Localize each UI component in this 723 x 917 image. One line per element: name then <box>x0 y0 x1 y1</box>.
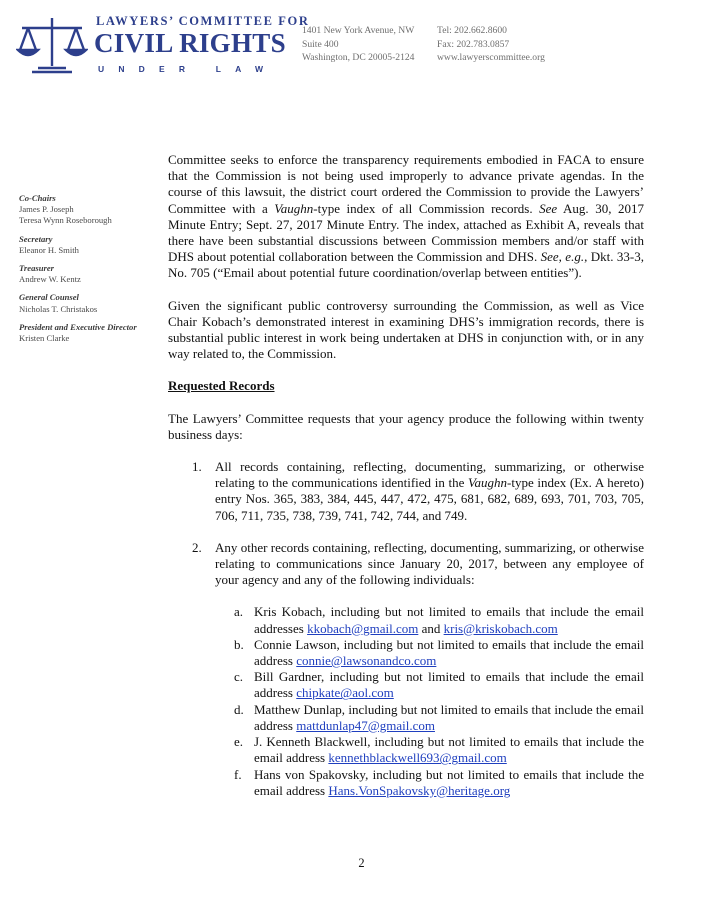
page-number: 2 <box>358 856 365 870</box>
email-link[interactable]: kkobach@gmail.com <box>307 620 419 636</box>
officer-group <box>19 263 149 285</box>
officer-title: Treasurer <box>19 263 55 274</box>
list-item-text: J. Kenneth Blackwell, including but not limited to emails that include the email address <box>254 734 644 766</box>
officer-group <box>19 193 149 227</box>
list-item-text: All records containing, reflecting, documenting, summarizing, or otherwise relating to the communications identified in the Vaughn-type index (Ex. A hereto) entry Nos. 365, 383, 384, 445, 447, 472, 475, 681, 682, 689, 693, 701, 703, 705, 706, 711, 735, 738, 739, 741, 742, 744, and 749. <box>215 459 645 523</box>
list-item-letter: e. <box>234 734 244 750</box>
officer-group <box>19 322 149 344</box>
list-item-text: Kris Kobach, including but not limited to emails that include the email addresses <box>254 604 644 636</box>
officer-group <box>19 234 149 256</box>
email-link[interactable]: connie@lawsonandco.com <box>296 653 437 669</box>
request-list <box>168 459 644 588</box>
officer-name: Nicholas T. Christakos <box>19 303 98 314</box>
org-contact <box>437 24 545 65</box>
list-item-text: Matthew Dunlap, including but not limited to emails that include the email address <box>254 701 644 733</box>
list-item-text: Bill Gardner, including but not limited to emails that include the email address <box>254 669 644 701</box>
org-address <box>302 24 414 65</box>
contact-phone: Tel: 202.662.8600 <box>437 25 507 36</box>
list-item <box>168 767 644 799</box>
address-line: Suite 400 <box>302 38 339 50</box>
org-name-line3: UNDER LAW <box>98 64 278 74</box>
list-item <box>168 540 644 589</box>
contact-website[interactable]: www.lawyerscommittee.org <box>437 52 545 63</box>
org-name-line1: LAWYERS’ COMMITTEE FOR <box>96 14 310 28</box>
section-heading: Requested Records <box>168 378 275 394</box>
paragraph-request: The Lawyers’ Committee requests that your agency produce the following within twenty business days: <box>168 410 644 442</box>
email-link[interactable]: kris@kriskobach.com <box>443 620 558 636</box>
officer-group <box>19 292 149 314</box>
list-item-number: 2. <box>192 539 202 555</box>
list-item-letter: a. <box>234 604 244 620</box>
list-item <box>168 702 644 734</box>
officer-title: Co-Chairs <box>19 193 56 203</box>
scales-of-justice-icon <box>16 16 88 74</box>
list-item-letter: f. <box>234 766 242 782</box>
list-item-letter: c. <box>234 669 244 685</box>
officer-title: President and Executive Director <box>19 321 137 332</box>
officer-name: James P. Joseph <box>19 204 74 215</box>
paragraph-faca: Committee seeks to enforce the transparency requirements embodied in FACA to ensure that the Commission is not being used improperly to advance private agendas. In the course of this lawsuit, the district court ordered the Commission to provide the Lawyers’ Committee with a Vaughn-type index of all Commission records. See Aug. 30, 2017 Minute Entry; Sept. 27, 2017 Minute Entry. The index, attached as Exhibit A, reveals that there have been substantial discussions between Commission members and/or staff with DHS about potential collaboration between the Commission and DHS. See, e.g., Dkt. 33-3, No. 705 (“Email about potential future coordination/overlap between entities”). <box>168 152 644 281</box>
officer-name: Kristen Clarke <box>19 333 70 344</box>
officer-name: Eleanor H. Smith <box>19 244 79 255</box>
list-item-text: Connie Lawson, including but not limited to emails that include the email address <box>254 636 644 669</box>
email-link[interactable]: chipkate@aol.com <box>296 685 394 701</box>
contact-fax: Fax: 202.783.0857 <box>437 38 510 50</box>
org-logo <box>16 14 310 74</box>
list-item <box>168 669 644 701</box>
list-item-letter: d. <box>234 701 244 717</box>
officer-name: Teresa Wynn Roseborough <box>19 215 112 226</box>
officer-title: Secretary <box>19 233 53 244</box>
list-item <box>168 459 644 524</box>
address-line: Washington, DC 20005-2124 <box>302 52 415 63</box>
officer-name: Andrew W. Kentz <box>19 274 81 285</box>
list-item <box>168 637 644 669</box>
list-item-number: 1. <box>192 459 202 475</box>
org-name-line2: CIVIL RIGHTS <box>94 28 286 58</box>
officer-title: General Counsel <box>19 292 79 303</box>
list-item-letter: b. <box>234 636 244 652</box>
officers-sidebar <box>19 193 149 351</box>
paragraph-public-interest: Given the significant public controversy surrounding the Commission, as well as Vice Chair Kobach’s demonstrated interest in examining DHS’s immigration records, there is substantial public interest in work being undertaken at DHS in conjunction with, or in any way related to, the Commission. <box>168 297 644 362</box>
individuals-list <box>168 604 644 798</box>
address-line: 1401 New York Avenue, NW <box>302 25 415 36</box>
email-link[interactable]: mattdunlap47@gmail.com <box>296 717 435 733</box>
list-item-text: Hans von Spakovsky, including but not limited to emails that include the email address <box>254 766 644 798</box>
letter-body <box>168 152 644 799</box>
email-link[interactable]: kennethblackwell693@gmail.com <box>328 750 507 766</box>
list-item <box>168 734 644 766</box>
list-item-text: Any other records containing, reflecting, documenting, summarizing, or otherwise relating to communications since January 20, 2017, between any employee of your agency and any of the following individuals: <box>215 539 644 588</box>
email-link[interactable]: Hans.VonSpakovsky@heritage.org <box>328 782 511 798</box>
list-item: a. Kris Kobach, including but not limited to emails that include the email addresses kkobach@gmail.com and kris@kriskobach.com <box>234 604 644 636</box>
